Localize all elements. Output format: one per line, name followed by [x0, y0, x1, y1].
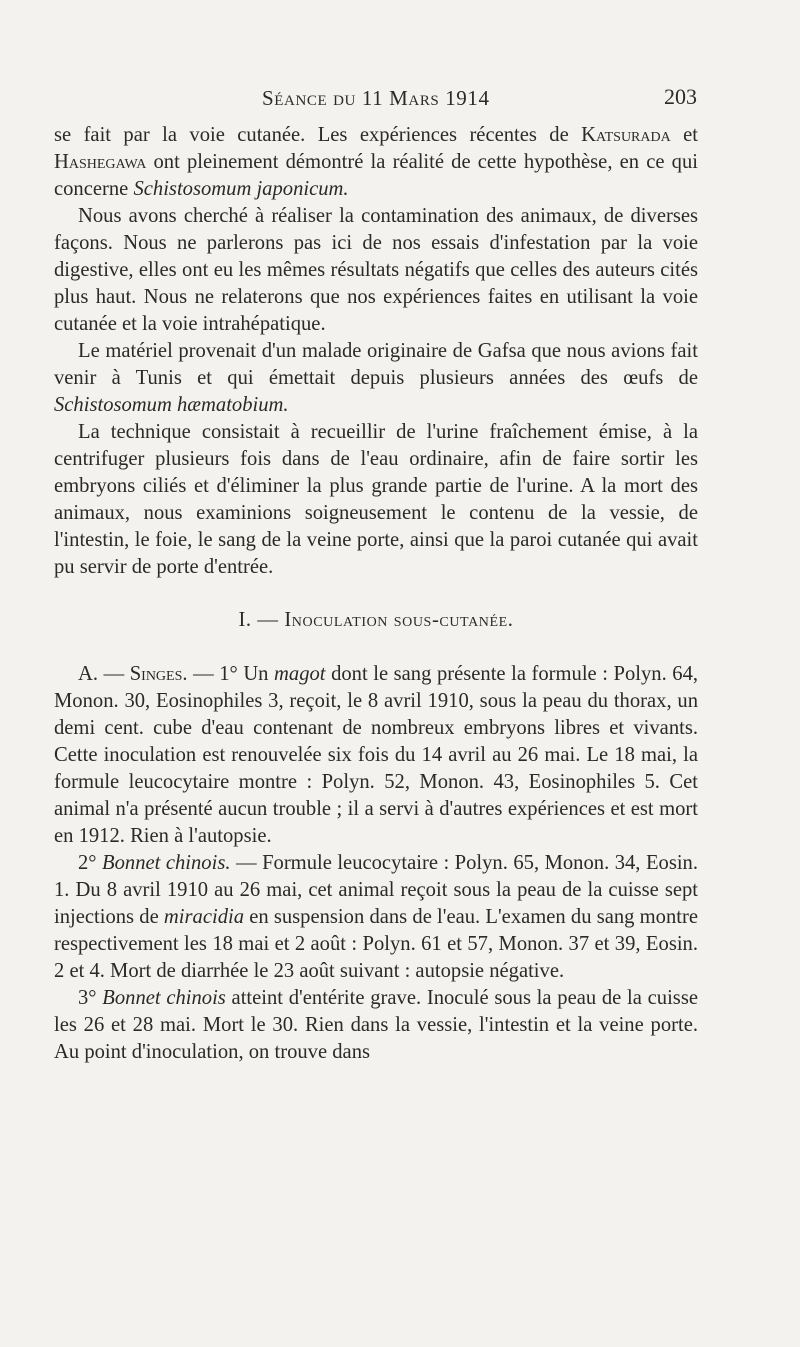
term-bonnet-chinois-2: Bonnet chinois [102, 987, 226, 1009]
p6-text-c: en suspension dans de l'eau. L'examen du sang montre respectivement les 18 mai et 2 août : Polyn. 61 et 57, Monon. 37 et 39, Eosin. 2 et 4. Mort de diarrhée le 23 août suivant : autopsie négative. [54, 906, 698, 982]
section-heading: I. — Inoculation sous-cutanée. [238, 609, 514, 631]
species-haematobium: Schistosomum hæmatobium. [54, 394, 289, 416]
paragraph-6 [54, 850, 698, 985]
p5-text-a: — 1° Un [187, 663, 275, 685]
running-header [0, 78, 800, 114]
header-title: Séance du 11 Mars 1914 [262, 86, 490, 110]
body-text [54, 122, 698, 1066]
species-japonicum: Schistosomum japonicum. [133, 178, 349, 200]
p7-text-a: 3° [78, 987, 103, 1009]
p6-text-a: 2° [78, 852, 103, 874]
paragraph-5 [54, 661, 698, 850]
paragraph-3 [54, 338, 698, 419]
p3-text-a: Le matériel provenait d'un malade originaire de Gafsa que nous avions fait venir à Tunis et qui émettait depuis plusieurs années des œufs de [54, 340, 698, 389]
p1-text-c: ont pleinement démontré la réalité de cette hypothèse, en ce qui concerne [54, 151, 698, 200]
term-bonnet-chinois: Bonnet chinois. [102, 852, 231, 874]
author-hashegawa: Hashegawa [54, 151, 147, 173]
p5-text-b: dont le sang présente la formule : Polyn. 64, Monon. 30, Eosinophiles 3, reçoit, le 8 avril 1910, sous la peau du thorax, un demi cent. cube d'eau contenant de nombreux embryons libres et vivants. Cette inoculation est renouvelée six fois du 14 avril au 26 mai. Le 18 mai, la formule leucocytaire montre : Polyn. 52, Monon. 43, Eosinophiles 5. Cet animal n'a présenté aucun trouble ; il a servi à d'autres expériences et est mort en 1912. Rien à l'autopsie. [54, 663, 699, 847]
paragraph-4: La technique consistait à recueillir de l'urine fraîchement émise, à la centrifuger plusieurs fois dans de l'eau ordinaire, afin de faire sortir les embryons ciliés et d'éliminer la plus grande partie de l'urine. A la mort des animaux, nous examinions soigneusement le contenu de la vessie, de l'intestin, le foie, le sang de la veine porte, ainsi que la paroi cutanée qui avait pu servir de porte d'entrée. [54, 421, 698, 578]
author-katsurada: Katsurada [581, 124, 671, 146]
paragraph-7 [54, 985, 698, 1066]
p6-text-b: — Formule leucocytaire : Polyn. 65, Monon. 34, Eosin. 1. Du 8 avril 1910 au 26 mai, cet animal reçoit sous la peau de la cuisse sept injections de [54, 852, 698, 928]
term-magot: magot [274, 663, 326, 685]
page-number: 203 [664, 84, 697, 109]
paragraph-2: Nous avons cherché à réaliser la contamination des animaux, de diverses façons. Nous ne parlerons pas ici de nos essais d'infestation par la voie digestive, elles ont eu les mêmes résultats négatifs que celles des auteurs cités plus haut. Nous ne relaterons que nos expériences faites en utilisant la voie cutanée et la voie intrahépatique. [54, 205, 698, 335]
term-miracidia: miracidia [163, 906, 245, 928]
p1-text-a: se fait par la voie cutanée. Les expériences récentes de [54, 124, 582, 146]
paragraph-1 [54, 122, 698, 203]
subsection-label-singes: A. — Singes. [78, 663, 188, 685]
p1-text-b: et [670, 124, 699, 146]
p7-text-b: atteint d'entérite grave. Inoculé sous la peau de la cuisse les 26 et 28 mai. Mort le 30. Rien dans la vessie, l'intestin et la veine porte. Au point d'inoculation, on trouve dans [54, 987, 698, 1063]
